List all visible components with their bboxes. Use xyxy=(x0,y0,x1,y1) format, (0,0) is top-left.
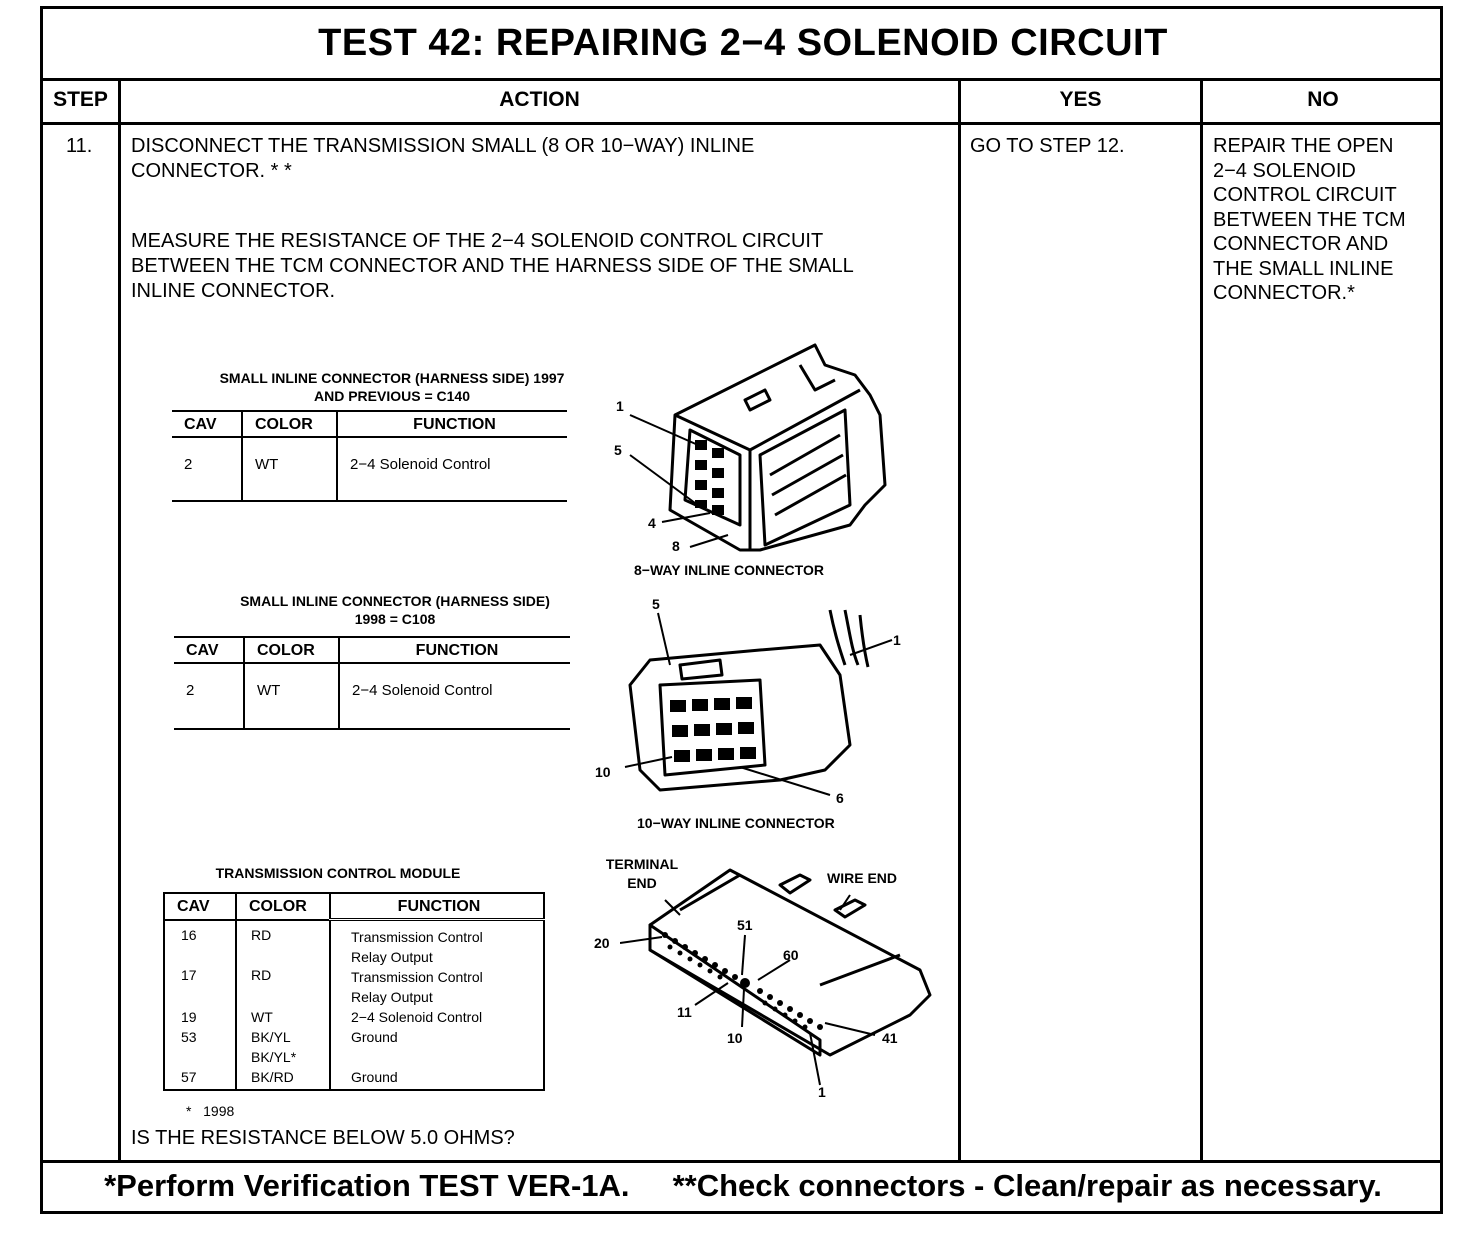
pin-label: 5 xyxy=(652,596,660,612)
table-cell-function: 2−4 Solenoid Control xyxy=(330,1007,544,1027)
table-cell-function: Transmission Control Relay Output xyxy=(330,920,544,968)
pin-label: 60 xyxy=(783,947,799,963)
table-caption-c108: SMALL INLINE CONNECTOR (HARNESS SIDE) 1998 = C108 xyxy=(240,593,550,627)
table-header-function: FUNCTION xyxy=(339,637,570,663)
connector-table-c108 xyxy=(174,636,570,730)
title-divider xyxy=(40,78,1443,81)
column-header-no: NO xyxy=(1307,88,1339,111)
column-header-action: ACTION xyxy=(499,88,580,111)
terminal-end-label: TERMINAL END xyxy=(605,856,679,891)
pin-label: 5 xyxy=(614,442,622,458)
footer-divider xyxy=(40,1160,1443,1163)
table-header-function: FUNCTION xyxy=(330,893,544,920)
table-cell-cav: 2 xyxy=(184,456,193,473)
table-row xyxy=(172,437,567,501)
table-cell-color: RD xyxy=(236,967,330,1007)
column-header-step: STEP xyxy=(53,88,108,111)
action-instruction-measure: MEASURE THE RESISTANCE OF THE 2−4 SOLENOID CONTROL CIRCUIT BETWEEN THE TCM CONNECTOR AND THE HARNESS SIDE OF THE SMALL INLINE CONNECTOR. xyxy=(131,230,854,302)
table-cell-cav: 57 xyxy=(181,1069,197,1085)
pin-label: 4 xyxy=(648,515,656,531)
table-cell-cav: 19 xyxy=(181,1009,197,1025)
ten-way-connector-illustration xyxy=(600,595,910,810)
table-caption-tcm: TRANSMISSION CONTROL MODULE xyxy=(215,865,461,881)
table-cell-color: WT xyxy=(244,663,339,729)
header-divider xyxy=(40,122,1443,125)
connector-table-tcm xyxy=(163,892,545,1091)
table-cell-function: Transmission Control Relay Output xyxy=(330,967,544,1007)
footer-note: *Perform Verification TEST VER-1A. **Check connectors - Clean/repair as necessary. xyxy=(104,1168,1382,1203)
table-header-color: COLOR xyxy=(242,411,337,437)
table-cell-cav: 2 xyxy=(186,682,195,699)
table-header-color: COLOR xyxy=(244,637,339,663)
table-header-function: FUNCTION xyxy=(337,411,567,437)
table-cell-function: Ground xyxy=(330,1027,544,1067)
yes-column-divider xyxy=(1200,79,1203,1161)
table-cell-function: 2−4 Solenoid Control xyxy=(339,663,570,729)
pin-label: 10 xyxy=(727,1030,743,1046)
table-caption-c140: SMALL INLINE CONNECTOR (HARNESS SIDE) 1997 AND PREVIOUS = C140 xyxy=(219,370,565,404)
action-column-divider xyxy=(958,79,961,1161)
page-title: TEST 42: REPAIRING 2−4 SOLENOID CIRCUIT xyxy=(318,22,1168,64)
pin-label: 1 xyxy=(818,1084,826,1100)
wire-end-label: WIRE END xyxy=(827,870,897,886)
table-cell-color: BK/RD xyxy=(236,1067,330,1090)
table-cell-color: RD xyxy=(236,920,330,968)
table-cell-function: 2−4 Solenoid Control xyxy=(337,437,567,501)
pin-label: 6 xyxy=(836,790,844,806)
ten-way-connector-caption: 10−WAY INLINE CONNECTOR xyxy=(637,815,835,831)
step-number: 11. xyxy=(66,135,93,157)
table-header-cav: CAV xyxy=(164,893,236,920)
pin-label: 10 xyxy=(595,764,611,780)
table-cell-cav: 17 xyxy=(181,967,197,983)
table-header-cav: CAV xyxy=(172,411,242,437)
action-question: IS THE RESISTANCE BELOW 5.0 OHMS? xyxy=(131,1127,515,1149)
column-header-yes: YES xyxy=(1059,88,1102,111)
table-cell-cav: 53 xyxy=(181,1029,197,1045)
table-row xyxy=(164,920,544,968)
pin-label: 8 xyxy=(672,538,680,554)
no-result: REPAIR THE OPEN 2−4 SOLENOID CONTROL CIRCUIT BETWEEN THE TCM CONNECTOR AND THE SMALL INLINE CONNECTOR.* xyxy=(1213,135,1406,304)
table-row xyxy=(164,1027,544,1067)
table-cell-function: Ground xyxy=(330,1067,544,1090)
table-header-cav: CAV xyxy=(174,637,244,663)
step-column-divider xyxy=(118,79,121,1161)
table-row xyxy=(164,967,544,1007)
table-row xyxy=(174,663,570,729)
eight-way-connector-caption: 8−WAY INLINE CONNECTOR xyxy=(634,562,824,578)
pin-label: 20 xyxy=(594,935,610,951)
yes-result: GO TO STEP 12. xyxy=(970,135,1125,157)
pin-label: 41 xyxy=(882,1030,898,1046)
table-footnote: * 1998 xyxy=(186,1103,235,1119)
action-instruction-disconnect: DISCONNECT THE TRANSMISSION SMALL (8 OR 10−WAY) INLINE CONNECTOR. * * xyxy=(131,135,755,182)
pin-label: 51 xyxy=(737,917,753,933)
table-cell-color: WT xyxy=(236,1007,330,1027)
pin-label: 11 xyxy=(677,1004,692,1020)
pin-label: 1 xyxy=(893,632,901,648)
eight-way-connector-illustration xyxy=(600,335,900,585)
table-header-color: COLOR xyxy=(236,893,330,920)
pin-label: 1 xyxy=(616,398,624,414)
table-row xyxy=(164,1007,544,1027)
table-cell-cav: 16 xyxy=(181,926,197,943)
table-row xyxy=(164,1067,544,1090)
table-cell-color: WT xyxy=(242,437,337,501)
table-cell-color: BK/YL BK/YL* xyxy=(236,1027,330,1067)
connector-table-c140 xyxy=(172,410,567,502)
